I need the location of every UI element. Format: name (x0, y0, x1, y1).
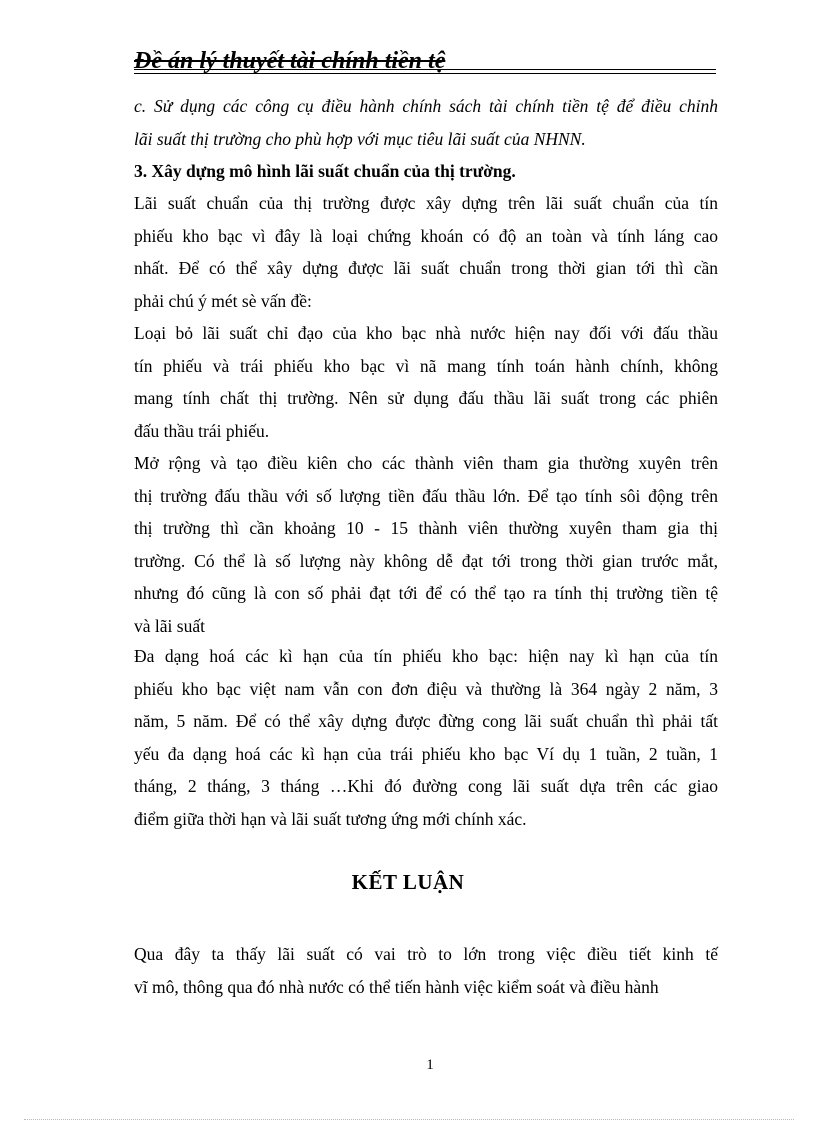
text-line: Mở rộng và tạo điều kiên cho các thành viên tham gia thường xuyên trên (134, 453, 718, 473)
text-line: nhất. Để có thể xây dựng được lãi suất chuẩn trong thời gian tới thì cần (134, 258, 718, 278)
text-line: đấu thầu trái phiếu. (134, 420, 270, 441)
text-line: tín phiếu và trái phiếu kho bạc vì nã mang tính toán hành chính, không (134, 355, 718, 376)
text-line: Loại bỏ lãi suất chỉ đạo của kho bạc nhà nước hiện nay đối với đấu thầu (134, 323, 718, 343)
section-3-heading: 3. Xây dựng mô hình lãi suất chuẩn của thị trường. (134, 161, 516, 181)
text-line: thị trường thì cần khoảng 10 - 15 thành viên thường xuyên tham gia thị (134, 518, 718, 538)
text-line: phiếu kho bạc việt nam vẫn con đơn điệu và thường là 364 ngày 2 năm, 3 (134, 678, 718, 699)
text-line: tháng, 2 tháng, 3 tháng …Khi đó đường cong lãi suất dựa trên các giao (134, 776, 718, 796)
conclusion-paragraph (134, 938, 718, 1003)
text-line: năm, 5 năm. Để có thể xây dựng được đừng cong lãi suất chuẩn thì phải tất (134, 711, 718, 731)
paragraph-4 (134, 640, 718, 835)
text-line: điểm giữa thời hạn và lãi suất tương ứng mới chính xác. (134, 808, 527, 829)
page-number: 1 (426, 1057, 434, 1073)
text-line: Qua đây ta thấy lãi suất có vai trò to lớn trong việc điều tiết kinh tế (134, 944, 718, 964)
text-line: Lãi suất chuẩn của thị trường được xây dựng trên lãi suất chuẩn của tín (134, 193, 718, 213)
text-line: lãi suất thị trường cho phù hợp với mục tiêu lãi suất của NHNN. (134, 128, 586, 149)
header-rule-bottom (134, 73, 716, 74)
text-line: thị trường đấu thầu với số lượng tiền đấu thầu lớn. Để tạo tính sôi động trên (134, 485, 718, 506)
section-3-heading-block (134, 155, 718, 188)
text-line: c. Sử dụng các công cụ điều hành chính sách tài chính tiền tệ để điều chỉnh (134, 96, 718, 116)
text-line: mang tính chất thị trường. Nên sử dụng đấu thầu lãi suất trong các phiên (134, 388, 718, 408)
conclusion-heading: KẾT LUẬN (351, 870, 465, 894)
text-line: phiếu kho bạc vì đây là loại chứng khoán có độ an toàn và tính láng cao (134, 225, 718, 246)
section-c-paragraph (134, 90, 718, 155)
paragraph-3 (134, 447, 718, 642)
text-line: và lãi suất (134, 615, 205, 636)
text-line: yếu đa dạng hoá các kì hạn của trái phiếu kho bạc Ví dụ 1 tuần, 2 tuần, 1 (134, 743, 718, 764)
text-line: trường. Có thể là số lượng này không dễ đạt tới trong thời gian trước mắt, (134, 550, 718, 571)
page-bottom-border (24, 1119, 794, 1120)
paragraph-2 (134, 317, 718, 447)
header-rule-top (134, 69, 716, 70)
text-line: Đa dạng hoá các kì hạn của tín phiếu kho bạc: hiện nay kì hạn của tín (134, 646, 718, 666)
text-line: phải chú ý mét sè vấn đề: (134, 290, 312, 311)
text-line: nhưng đó cũng là con số phải đạt tới để có thể tạo ra tính thị trường tiền tệ (134, 583, 718, 603)
text-line: vĩ mô, thông qua đó nhà nước có thể tiến hành việc kiểm soát và điều hành (134, 976, 659, 997)
paragraph-1 (134, 187, 718, 317)
document-header-title: Đề án lý thuyết tài chính tiền tệ (134, 48, 446, 74)
